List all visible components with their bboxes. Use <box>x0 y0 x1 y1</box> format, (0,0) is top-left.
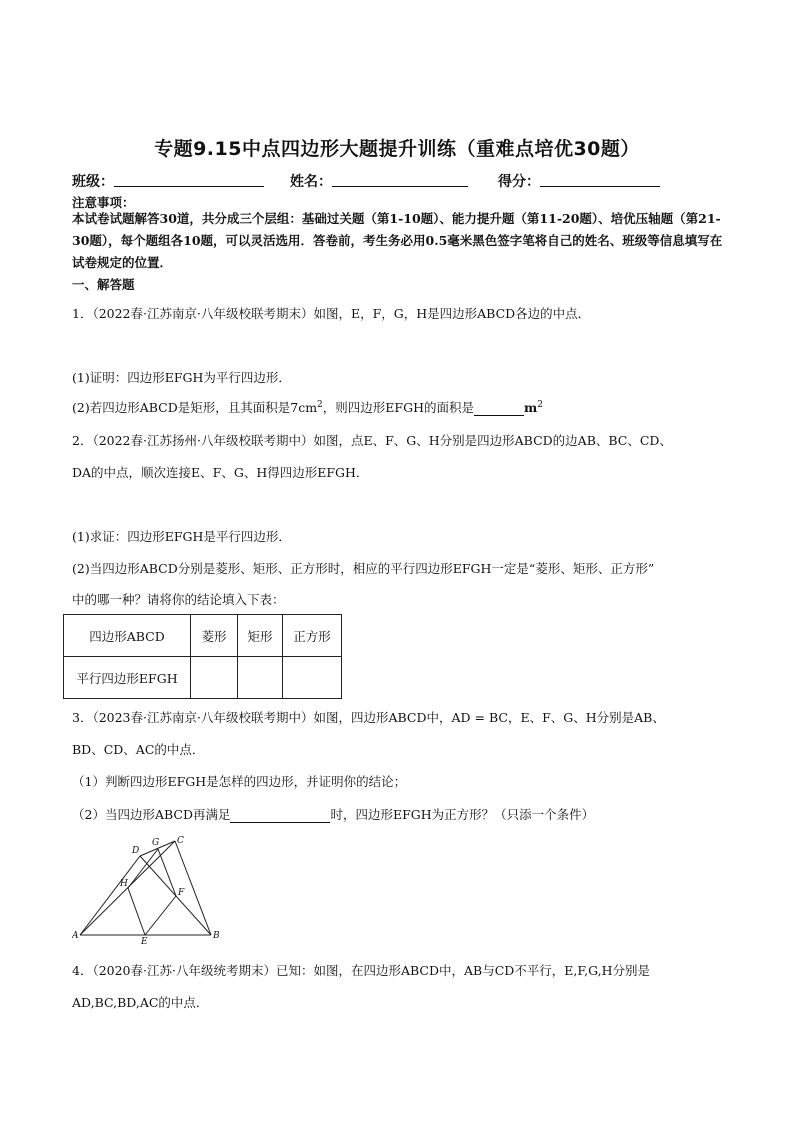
q1-answer-blank[interactable] <box>474 401 524 416</box>
label-b: B <box>213 931 220 941</box>
label-a: A <box>72 931 79 941</box>
q3-answer-blank[interactable] <box>230 808 330 823</box>
name-label: 姓名： <box>290 174 332 190</box>
q3-line1: 3．（2023春·江苏南京·八年级校联考期中）如图，四边形ABCD中，AD = BC，E、F、G、H分别是AB、 <box>72 710 665 725</box>
q1-sup-b: 2 <box>537 399 543 410</box>
q4-line2: AD,BC,BD,AC的中点． <box>72 995 209 1010</box>
label-g: G <box>152 838 160 848</box>
class-label: 班级： <box>72 174 114 190</box>
table-header-rhombus: 菱形 <box>191 615 238 657</box>
q3-part2 <box>72 805 594 823</box>
label-e: E <box>141 937 148 946</box>
segment-gf <box>158 849 176 896</box>
q3-part1: （1）判断四边形EFGH是怎样的四边形，并证明你的结论； <box>72 774 407 789</box>
page-title: 专题9.15中点四边形大题提升训练（重难点培优30题） <box>154 138 640 160</box>
q3-part2-text-b: 时，四边形EFGH为正方形？（只添一个条件） <box>330 807 595 822</box>
label-c: C <box>177 836 184 846</box>
q3-part2-text-a: （2）当四边形ABCD再满足 <box>72 807 231 822</box>
notice-text: 本试卷试题解答30道，共分成三个层组：基础过关题（第1-10题）、能力提升题（第11-20题）、培优压轴题（第21-30题），每个题组各10题，可以灵活选用．答卷前，考生务必用0.5毫米黑色签字笔将自己的姓名、班级等信息填写在试卷规定的位置． <box>72 211 723 270</box>
q4-line1: 4．（2020春·江苏·八年级统考期末）已知：如图，在四边形ABCD中，AB与CD不平行，E,F,G,H分别是 <box>72 963 651 978</box>
segment-fe <box>145 896 176 935</box>
q2-part1: (1)求证：四边形EFGH是平行四边形． <box>72 529 291 544</box>
q2-answer-table <box>63 614 342 699</box>
table-cell-rectangle[interactable] <box>238 657 283 699</box>
table-row-label: 平行四边形EFGH <box>64 657 191 699</box>
q3-figure <box>72 834 232 946</box>
name-blank[interactable] <box>332 171 468 187</box>
score-label: 得分： <box>498 174 540 190</box>
q1-sup-a: 2 <box>317 399 323 410</box>
segment-eh <box>128 888 145 935</box>
q1-part2-unit: m <box>523 400 538 415</box>
section-heading: 一、解答题 <box>72 277 135 292</box>
table-header-rectangle: 矩形 <box>238 615 283 657</box>
table-cell-rhombus[interactable] <box>191 657 238 699</box>
q3-line2: BD、CD、AC的中点． <box>72 742 205 757</box>
score-blank[interactable] <box>540 171 660 187</box>
table-header-abcd: 四边形ABCD <box>64 615 191 657</box>
q2-line1: 2．（2022春·江苏扬州·八年级校联考期中）如图，点E、F、G、H分别是四边形ABCD的边AB、BC、CD、 <box>72 433 672 448</box>
table-header-square: 正方形 <box>283 615 342 657</box>
q1-part2-text-a: (2)若四边形ABCD是矩形，且其面积是7cm <box>72 400 318 415</box>
q1-part2 <box>72 398 543 416</box>
class-blank[interactable] <box>114 171 264 187</box>
q1-part2-text-b: ，则四边形EFGH的面积是 <box>322 400 474 415</box>
student-info-line <box>72 171 660 191</box>
q2-part2-line2: 中的哪一种？请将你的结论填入下表： <box>72 592 285 607</box>
q2-line2: DA的中点，顺次连接E、F、G、H得四边形EFGH． <box>72 465 369 480</box>
label-f: F <box>178 888 185 898</box>
label-h: H <box>120 879 128 889</box>
q1-stem: 1．（2022春·江苏南京·八年级校联考期末）如图，E，F，G，H是四边形ABCD各边的中点． <box>72 306 591 321</box>
q2-part2-line1: (2)当四边形ABCD分别是菱形、矩形、正方形时，相应的平行四边形EFGH一定是“菱形、矩形、正方形” <box>72 561 655 576</box>
q1-part1: (1)证明：四边形EFGH为平行四边形． <box>72 370 291 385</box>
table-cell-square[interactable] <box>283 657 342 699</box>
notice-heading: 注意事项： <box>72 195 135 210</box>
label-d: D <box>132 846 140 856</box>
